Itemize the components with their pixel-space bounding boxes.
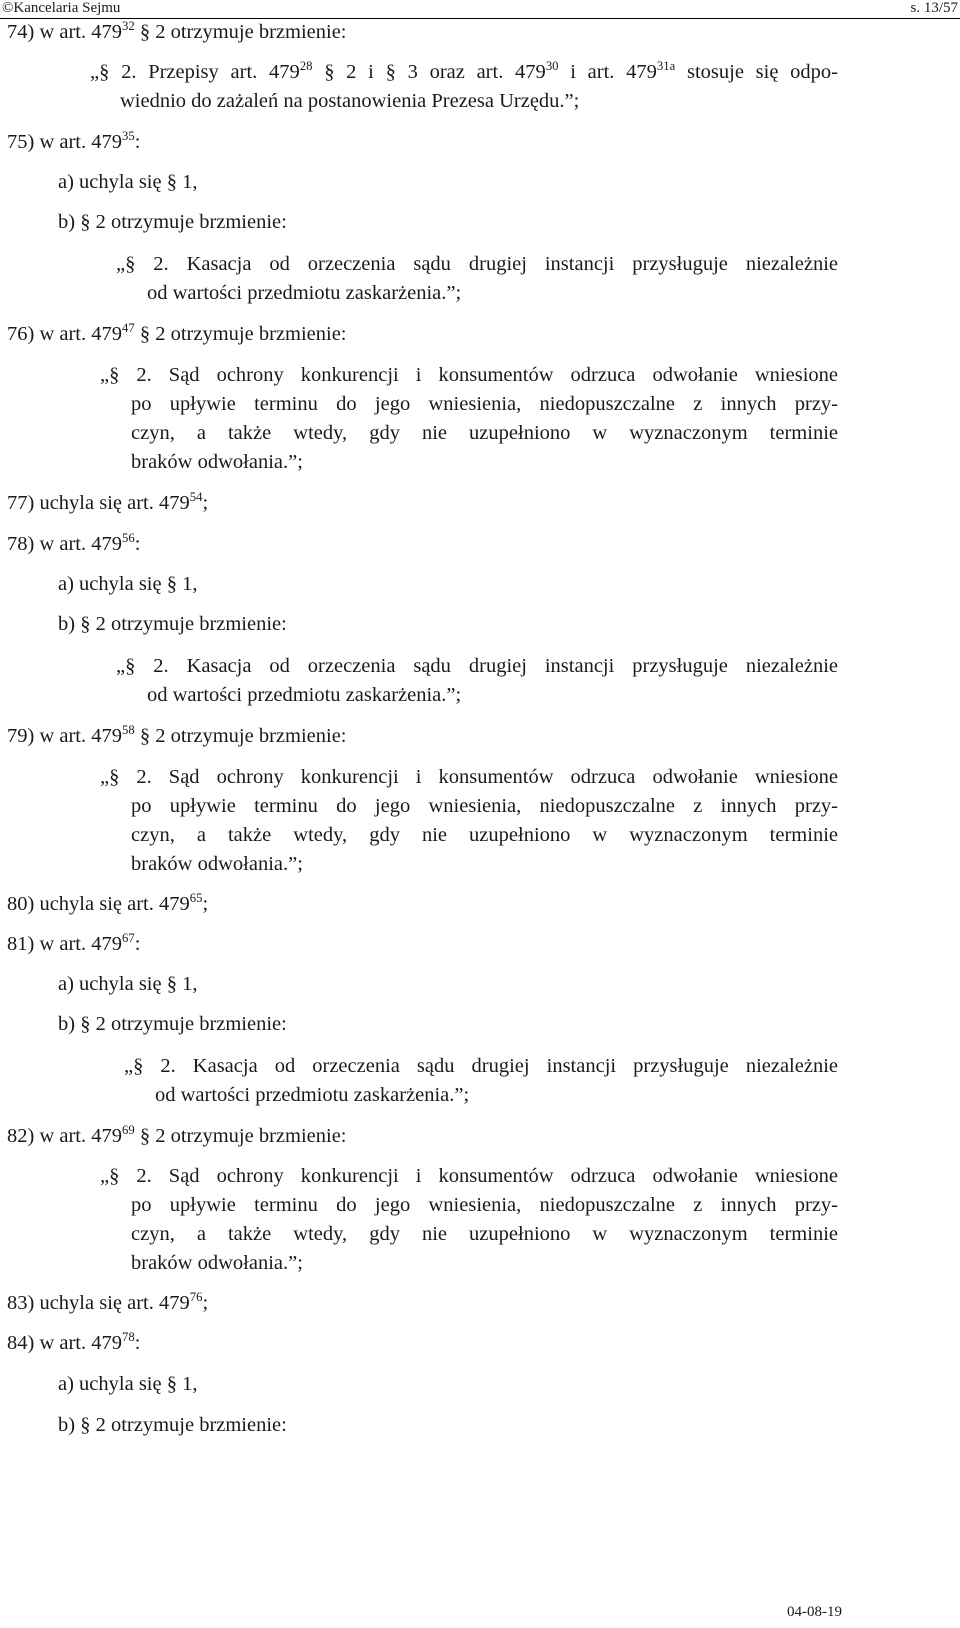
list-item: 80) uchyla się art. $479^{65}$; <box>7 891 209 915</box>
list-item: 81) w art. $479^{67}$: <box>7 931 141 955</box>
sub-item: a) uchyla się § 1, <box>58 973 198 995</box>
list-item: 76) w art. $479^{47}$ § 2 otrzymuje brzmienie: <box>7 321 347 345</box>
list-item: 78) w art. $479^{56}$: <box>7 531 141 555</box>
sub-item: b) § 2 otrzymuje brzmienie: <box>58 1013 287 1035</box>
header-source: ©Kancelaria Sejmu <box>2 0 121 16</box>
list-item: 82) w art. $479^{69}$ § 2 otrzymuje brzmienie: <box>7 1123 347 1147</box>
quote-line: braków odwołania.”; <box>131 853 303 875</box>
quote-line: po upływie terminu do jego wniesienia, niedopuszczalne z innych przy- <box>131 1194 838 1216</box>
quote-line: „§ 2. Sąd ochrony konkurencji i konsumentów odrzuca odwołanie wniesione <box>100 1165 838 1187</box>
quote-line: od wartości przedmiotu zaskarżenia.”; <box>147 282 462 304</box>
list-item: 74) w art. $479^{32}$ § 2 otrzymuje brzmienie: <box>7 19 347 43</box>
quote-line: po upływie terminu do jego wniesienia, niedopuszczalne z innych przy- <box>131 795 838 817</box>
sub-item: a) uchyla się § 1, <box>58 573 198 595</box>
list-item: 84) w art. $479^{78}$: <box>7 1330 141 1354</box>
quote-line: czyn, a także wtedy, gdy nie uzupełniono w wyznaczonym terminie <box>131 422 838 444</box>
page-footer-date: 04-08-19 <box>787 1604 842 1620</box>
quote-line: „§ 2. Sąd ochrony konkurencji i konsumentów odrzuca odwołanie wniesione <box>100 766 838 788</box>
sub-item: a) uchyla się § 1, <box>58 171 198 193</box>
page-header <box>0 0 960 19</box>
quote-line: „§ 2. Sąd ochrony konkurencji i konsumentów odrzuca odwołanie wniesione <box>100 364 838 386</box>
quote-line: od wartości przedmiotu zaskarżenia.”; <box>155 1084 470 1106</box>
quote-line: braków odwołania.”; <box>131 1252 303 1274</box>
sub-item: a) uchyla się § 1, <box>58 1373 198 1395</box>
sub-item: b) § 2 otrzymuje brzmienie: <box>58 613 287 635</box>
list-item: 77) uchyla się art. $479^{54}$; <box>7 490 209 514</box>
quote-line: „§ 2. Kasacja od orzeczenia sądu drugiej instancji przysługuje niezależnie <box>124 1055 838 1077</box>
sub-item: b) § 2 otrzymuje brzmienie: <box>58 1414 287 1436</box>
list-item: 83) uchyla się art. $479^{76}$; <box>7 1290 209 1314</box>
quote-line: braków odwołania.”; <box>131 451 303 473</box>
quote-line: od wartości przedmiotu zaskarżenia.”; <box>147 684 462 706</box>
list-item: 75) w art. $479^{35}$: <box>7 129 141 153</box>
quote-line: „§ 2. Kasacja od orzeczenia sądu drugiej instancji przysługuje niezależnie <box>116 253 838 275</box>
quote-line: wiednio do zażaleń na postanowienia Prezesa Urzędu.”; <box>120 90 580 112</box>
sub-item: b) § 2 otrzymuje brzmienie: <box>58 211 287 233</box>
quote-line: po upływie terminu do jego wniesienia, niedopuszczalne z innych przy- <box>131 393 838 415</box>
quote-line: czyn, a także wtedy, gdy nie uzupełniono w wyznaczonym terminie <box>131 1223 838 1245</box>
quote-line: „§ 2. Przepisy art. $479^{28}$ § 2 i § 3 oraz art. $479^{30}$ i art. $479^{31a}$ stosuje się odpo- <box>90 59 839 83</box>
header-page-number: s. 13/57 <box>910 0 958 16</box>
list-item: 79) w art. $479^{58}$ § 2 otrzymuje brzmienie: <box>7 723 347 747</box>
quote-line: „§ 2. Kasacja od orzeczenia sądu drugiej instancji przysługuje niezależnie <box>116 655 838 677</box>
quote-line: czyn, a także wtedy, gdy nie uzupełniono w wyznaczonym terminie <box>131 824 838 846</box>
